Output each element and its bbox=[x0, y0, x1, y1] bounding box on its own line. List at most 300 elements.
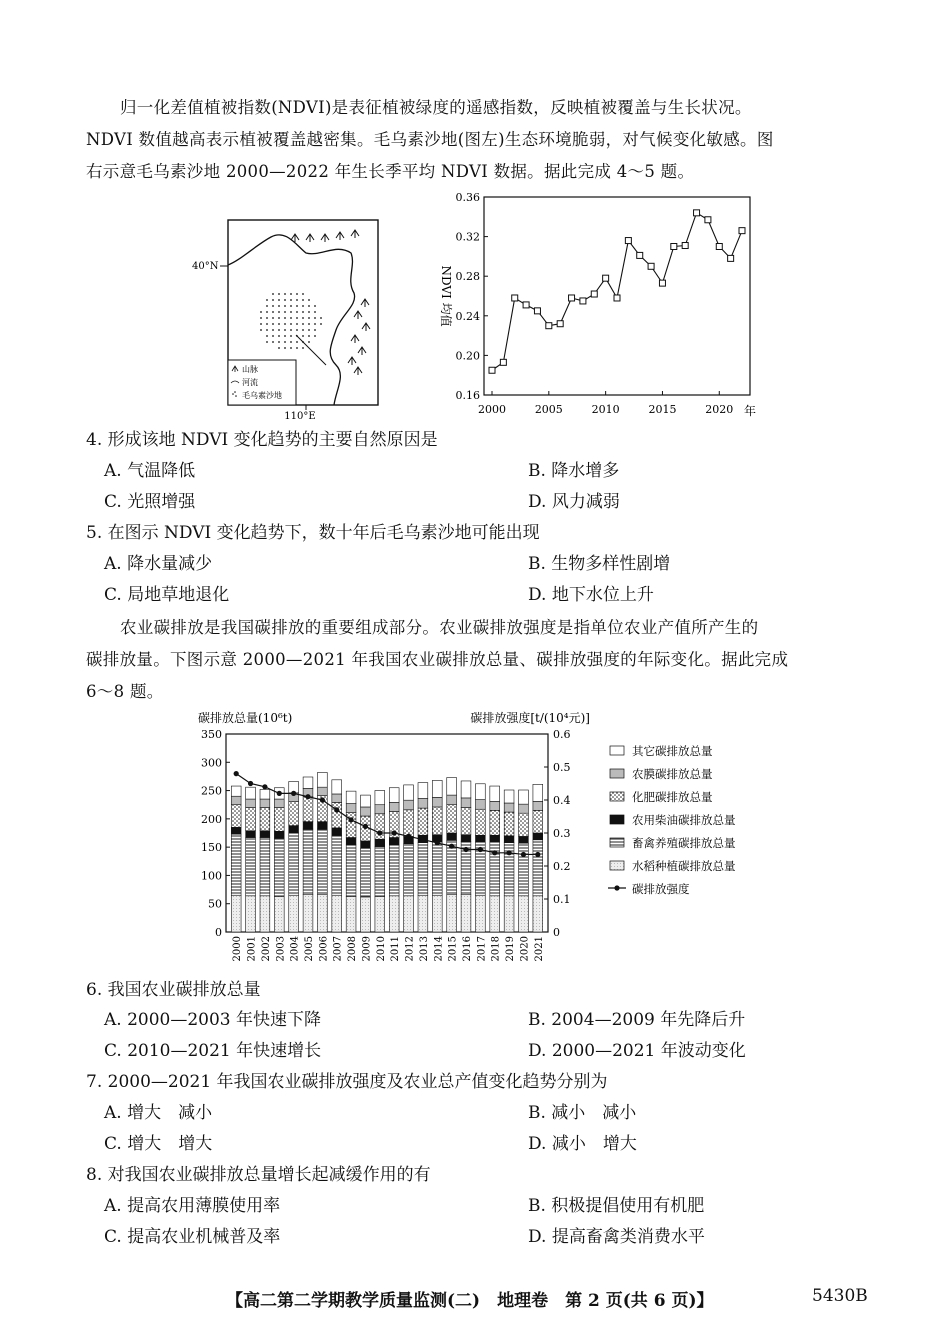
desert-dot bbox=[290, 341, 292, 343]
carbon-bar-segment bbox=[404, 785, 414, 800]
desert-dot bbox=[272, 329, 274, 331]
carbon-x-tick-label: 2001 bbox=[246, 936, 258, 962]
mountain-symbols-top bbox=[291, 230, 359, 242]
ndvi-point bbox=[705, 217, 711, 223]
carbon-bar-segment bbox=[303, 777, 313, 788]
paper-code: 5430B bbox=[812, 1286, 868, 1306]
carbon-bar-segment bbox=[246, 896, 256, 932]
carbon-bar-segment bbox=[375, 805, 385, 814]
desert-dot bbox=[296, 341, 298, 343]
carbon-bar-segment bbox=[432, 780, 442, 797]
desert-dot bbox=[308, 311, 310, 313]
ndvi-point bbox=[523, 302, 529, 308]
desert-dot bbox=[308, 335, 310, 337]
carbon-legend-label: 碳排放强度 bbox=[632, 882, 690, 896]
desert-dot bbox=[272, 323, 274, 325]
carbon-bar-segment bbox=[519, 813, 529, 836]
carbon-bar-segment bbox=[519, 836, 529, 843]
carbon-right-axis-label: 碳排放强度[t/(10⁴元)] bbox=[470, 711, 590, 725]
q5-option-d[interactable]: D. 地下水位上升 bbox=[528, 585, 654, 605]
carbon-x-tick-label: 2006 bbox=[318, 936, 330, 962]
desert-dot bbox=[284, 293, 286, 295]
carbon-legend-label: 水稻种植碳排放总量 bbox=[632, 859, 736, 873]
desert-dot bbox=[266, 299, 268, 301]
carbon-legend-label: 农用柴油碳排放总量 bbox=[632, 813, 736, 827]
desert-dot bbox=[278, 305, 280, 307]
passage-2-line-2: 碳排放量。下图示意 2000—2021 年我国农业碳排放总量、碳排放强度的年际变化。据此完成 bbox=[86, 650, 789, 669]
desert-dot bbox=[278, 317, 280, 319]
desert-dot-pattern bbox=[260, 293, 322, 349]
desert-dot bbox=[290, 305, 292, 307]
desert-dot bbox=[290, 317, 292, 319]
carbon-bar-segment bbox=[260, 799, 270, 807]
desert-legend-icon bbox=[234, 391, 236, 393]
carbon-right-tick-label: 0.4 bbox=[553, 794, 571, 807]
carbon-left-tick-label: 100 bbox=[201, 869, 222, 883]
ndvi-point bbox=[716, 244, 722, 250]
desert-dot bbox=[278, 311, 280, 313]
desert-dot bbox=[260, 329, 262, 331]
carbon-left-tick-label: 350 bbox=[201, 728, 222, 741]
carbon-bar-segment bbox=[317, 772, 327, 787]
desert-dot bbox=[302, 317, 304, 319]
q5-stem: 5. 在图示 NDVI 变化趋势下，数十年后毛乌素沙地可能出现 bbox=[86, 523, 540, 543]
carbon-bar-segment bbox=[274, 896, 284, 932]
desert-dot bbox=[290, 299, 292, 301]
desert-dot bbox=[308, 299, 310, 301]
carbon-left-tick-label: 300 bbox=[201, 756, 222, 770]
desert-dot bbox=[302, 305, 304, 307]
carbon-left-axis-label: 碳排放总量(10⁶t) bbox=[198, 711, 293, 725]
carbon-bar-segment bbox=[346, 804, 356, 813]
carbon-x-tick-label: 2005 bbox=[304, 936, 315, 962]
q7-option-a[interactable]: A. 增大 减小 bbox=[104, 1103, 213, 1123]
carbon-x-tick-label: 2009 bbox=[361, 936, 373, 962]
page-footer: 【高二第二学期教学质量监测(二) 地理卷 第 2 页(共 6 页)】 bbox=[226, 1291, 714, 1311]
carbon-right-tick-label: 0.6 bbox=[553, 728, 571, 741]
desert-dot bbox=[302, 335, 304, 337]
carbon-bar-segment bbox=[432, 842, 442, 895]
desert-dot bbox=[302, 341, 304, 343]
desert-dot bbox=[290, 329, 292, 331]
carbon-bar-segment bbox=[490, 801, 500, 810]
ndvi-point bbox=[489, 367, 495, 373]
desert-dot bbox=[260, 317, 262, 319]
carbon-right-tick-label: 0.3 bbox=[553, 827, 571, 840]
carbon-x-tick-label: 2014 bbox=[433, 936, 445, 962]
ndvi-x-tick-label: 2010 bbox=[591, 403, 620, 416]
carbon-bar-segment bbox=[432, 797, 442, 807]
q8-option-d[interactable]: D. 提高畜禽类消费水平 bbox=[528, 1227, 705, 1247]
carbon-bar-segment bbox=[361, 848, 371, 897]
q6-option-a[interactable]: A. 2000—2003 年快速下降 bbox=[104, 1010, 322, 1030]
desert-dot bbox=[296, 299, 298, 301]
ndvi-point bbox=[739, 228, 745, 234]
carbon-bar-segment bbox=[375, 896, 385, 932]
carbon-bar-segment bbox=[260, 831, 270, 838]
carbon-bar-segment bbox=[346, 813, 356, 838]
desert-dot bbox=[284, 347, 286, 349]
carbon-bar-segment bbox=[260, 838, 270, 896]
carbon-x-tick-label: 2010 bbox=[375, 936, 387, 962]
carbon-left-tick-label: 250 bbox=[201, 784, 222, 798]
carbon-bar-segment bbox=[447, 778, 457, 796]
carbon-bar-segment bbox=[475, 835, 485, 842]
ndvi-y-tick-label: 0.32 bbox=[455, 230, 480, 244]
carbon-bar-segment bbox=[490, 842, 500, 896]
map-legend-river: 河流 bbox=[242, 378, 258, 387]
desert-dot bbox=[284, 329, 286, 331]
carbon-bar-segment bbox=[490, 835, 500, 842]
carbon-intensity-point bbox=[320, 797, 325, 802]
carbon-x-tick-label: 2011 bbox=[390, 936, 402, 962]
desert-dot bbox=[260, 323, 262, 325]
carbon-intensity-point bbox=[262, 784, 267, 789]
carbon-bar-segment bbox=[475, 784, 485, 800]
ndvi-y-tick-label: 0.20 bbox=[455, 349, 480, 363]
carbon-bar-segment bbox=[461, 835, 471, 842]
carbon-intensity-point bbox=[521, 852, 526, 857]
q8-option-c[interactable]: C. 提高农业机械普及率 bbox=[104, 1227, 281, 1247]
ndvi-point bbox=[534, 308, 540, 314]
carbon-bar-segment bbox=[389, 845, 399, 896]
ndvi-point bbox=[512, 295, 518, 301]
carbon-x-tick-label: 2021 bbox=[533, 936, 545, 962]
q7-option-d[interactable]: D. 减小 增大 bbox=[528, 1134, 637, 1154]
q6-option-c[interactable]: C. 2010—2021 年快速增长 bbox=[104, 1041, 322, 1061]
river-line bbox=[296, 335, 326, 365]
carbon-bar-segment bbox=[461, 895, 471, 932]
ndvi-line-chart bbox=[428, 188, 768, 418]
desert-dot bbox=[272, 335, 274, 337]
desert-dot bbox=[266, 341, 268, 343]
desert-dot bbox=[314, 329, 316, 331]
desert-dot bbox=[266, 305, 268, 307]
q7-option-b[interactable]: B. 减小 减小 bbox=[528, 1103, 637, 1123]
carbon-bar-segment bbox=[519, 843, 529, 896]
map-legend-mountain: 山脉 bbox=[242, 365, 258, 374]
desert-dot bbox=[278, 329, 280, 331]
carbon-intensity-point bbox=[334, 807, 339, 812]
carbon-left-tick-label: 200 bbox=[201, 812, 222, 826]
desert-dot bbox=[284, 323, 286, 325]
q4-option-b[interactable]: B. 降水增多 bbox=[528, 461, 620, 481]
q5-option-b[interactable]: B. 生物多样性剧增 bbox=[528, 554, 671, 574]
carbon-bar-segment bbox=[260, 896, 270, 932]
carbon-legend-label: 畜禽养殖碳排放总量 bbox=[632, 836, 736, 850]
carbon-bar-segment bbox=[361, 897, 371, 932]
carbon-legend-swatch bbox=[610, 838, 624, 847]
ndvi-point bbox=[591, 291, 597, 297]
ndvi-y-tick-label: 0.16 bbox=[455, 389, 480, 402]
desert-dot bbox=[296, 335, 298, 337]
carbon-intensity-point bbox=[435, 840, 440, 845]
carbon-bar-segment bbox=[317, 822, 327, 829]
ndvi-point bbox=[659, 280, 665, 286]
desert-dot bbox=[308, 317, 310, 319]
carbon-bar-segment bbox=[274, 799, 284, 807]
desert-dot bbox=[272, 305, 274, 307]
passage-1 bbox=[86, 92, 868, 188]
ndvi-point bbox=[694, 210, 700, 216]
carbon-bar-segment bbox=[504, 896, 514, 932]
q5-option-a[interactable]: A. 降水量减少 bbox=[104, 554, 213, 574]
carbon-bar-segment bbox=[418, 895, 428, 932]
passage-2-line-1: 农业碳排放是我国碳排放的重要组成部分。农业碳排放强度是指单位农业产值所产生的 bbox=[120, 618, 759, 637]
ndvi-y-tick-label: 0.36 bbox=[455, 191, 480, 204]
carbon-bar-segment bbox=[231, 834, 241, 895]
carbon-bar-segment bbox=[533, 784, 543, 801]
carbon-bar-segment bbox=[231, 786, 241, 796]
carbon-bar-segment bbox=[519, 790, 529, 804]
carbon-bar-segment bbox=[504, 790, 514, 803]
carbon-right-tick-label: 0.1 bbox=[553, 893, 571, 906]
carbon-intensity-point bbox=[406, 834, 411, 839]
mountain-symbols-right bbox=[348, 299, 370, 375]
carbon-right-tick-label: 0.2 bbox=[553, 860, 571, 873]
carbon-bar-segment bbox=[274, 808, 284, 832]
carbon-intensity-point bbox=[348, 817, 353, 822]
carbon-x-tick-label: 2018 bbox=[490, 936, 502, 962]
desert-dot bbox=[314, 335, 316, 337]
ndvi-series-line bbox=[492, 213, 742, 370]
carbon-bar-segment bbox=[389, 788, 399, 803]
carbon-x-tick-label: 2008 bbox=[347, 936, 359, 962]
carbon-legend-swatch bbox=[610, 815, 624, 824]
carbon-bar-segment bbox=[389, 838, 399, 845]
desert-dot bbox=[284, 311, 286, 313]
carbon-bar-segment bbox=[461, 808, 471, 835]
desert-dot bbox=[308, 341, 310, 343]
carbon-bar-segment bbox=[490, 810, 500, 835]
desert-dot bbox=[290, 347, 292, 349]
q6-option-d[interactable]: D. 2000—2021 年波动变化 bbox=[528, 1041, 746, 1061]
carbon-bar-segment bbox=[519, 896, 529, 932]
carbon-bar-segment bbox=[260, 808, 270, 831]
desert-dot bbox=[302, 299, 304, 301]
q8-option-a[interactable]: A. 提高农用薄膜使用率 bbox=[104, 1196, 281, 1216]
carbon-bar-segment bbox=[317, 829, 327, 895]
desert-dot bbox=[296, 329, 298, 331]
carbon-emission-chart bbox=[190, 706, 770, 974]
carbon-bar-segment bbox=[260, 789, 270, 799]
passage-1-line-1: 归一化差值植被指数(NDVI)是表征植被绿度的遥感指数，反映植被覆盖与生长状况。 bbox=[120, 98, 752, 117]
carbon-bar-segment bbox=[246, 799, 256, 807]
q4-option-c[interactable]: C. 光照增强 bbox=[104, 492, 196, 512]
desert-dot bbox=[278, 341, 280, 343]
carbon-intensity-point bbox=[492, 850, 497, 855]
carbon-bar-segment bbox=[447, 805, 457, 833]
carbon-bar-segment bbox=[418, 798, 428, 808]
desert-dot bbox=[302, 311, 304, 313]
ndvi-point bbox=[569, 295, 575, 301]
q4-option-a[interactable]: A. 气温降低 bbox=[104, 461, 196, 481]
desert-dot bbox=[266, 335, 268, 337]
q4-option-d[interactable]: D. 风力减弱 bbox=[528, 492, 620, 512]
desert-dot bbox=[302, 293, 304, 295]
carbon-bar-segment bbox=[274, 838, 284, 896]
ndvi-x-tick-label: 2015 bbox=[648, 403, 677, 416]
carbon-bar-segment bbox=[346, 845, 356, 896]
carbon-bar-segment bbox=[404, 896, 414, 932]
desert-dot bbox=[266, 323, 268, 325]
desert-dot bbox=[272, 311, 274, 313]
carbon-bar-segment bbox=[447, 833, 457, 840]
desert-dot bbox=[266, 311, 268, 313]
carbon-bar-segment bbox=[332, 835, 342, 895]
carbon-bar-segment bbox=[361, 841, 371, 848]
desert-dot bbox=[290, 335, 292, 337]
desert-dot bbox=[308, 323, 310, 325]
carbon-intensity-point bbox=[392, 830, 397, 835]
ndvi-y-tick-label: 0.28 bbox=[455, 270, 480, 284]
carbon-bar-segment bbox=[361, 807, 371, 816]
desert-dot bbox=[278, 323, 280, 325]
desert-dot bbox=[284, 341, 286, 343]
ndvi-point bbox=[625, 238, 631, 244]
carbon-bar-segment bbox=[246, 831, 256, 838]
carbon-x-tick-label: 2015 bbox=[447, 936, 459, 962]
ndvi-point bbox=[648, 263, 654, 269]
desert-dot bbox=[290, 293, 292, 295]
carbon-bar-segment bbox=[519, 804, 529, 813]
carbon-bar-segment bbox=[346, 838, 356, 845]
carbon-bar-segment bbox=[447, 895, 457, 932]
desert-dot bbox=[266, 317, 268, 319]
carbon-x-tick-label: 2017 bbox=[476, 936, 488, 962]
desert-dot bbox=[266, 329, 268, 331]
carbon-right-tick-label: 0 bbox=[553, 926, 560, 939]
carbon-bar-segment bbox=[533, 810, 543, 833]
carbon-bar-segment bbox=[246, 787, 256, 799]
desert-dot bbox=[308, 305, 310, 307]
q5-option-c[interactable]: C. 局地草地退化 bbox=[104, 585, 230, 605]
carbon-legend-label: 其它碳排放总量 bbox=[632, 744, 713, 758]
longitude-label: 110°E bbox=[284, 411, 316, 422]
carbon-intensity-point bbox=[463, 847, 468, 852]
desert-dot bbox=[314, 311, 316, 313]
desert-dot bbox=[290, 311, 292, 313]
carbon-bar-segment bbox=[303, 829, 313, 895]
carbon-x-tick-label: 2020 bbox=[519, 936, 531, 962]
desert-dot bbox=[314, 305, 316, 307]
latitude-label: 40°N bbox=[192, 261, 219, 272]
carbon-x-tick-label: 2007 bbox=[332, 936, 344, 962]
ndvi-y-axis-label: NDVI 均值 bbox=[439, 265, 453, 327]
carbon-bar-segment bbox=[289, 801, 299, 825]
desert-dot bbox=[290, 323, 292, 325]
carbon-x-tick-label: 2016 bbox=[462, 936, 473, 962]
carbon-intensity-point bbox=[449, 844, 454, 849]
carbon-intensity-point bbox=[506, 850, 511, 855]
desert-dot bbox=[278, 293, 280, 295]
desert-dot bbox=[320, 317, 322, 319]
carbon-legend-swatch bbox=[610, 746, 624, 755]
carbon-bar-segment bbox=[404, 800, 414, 810]
carbon-bar-segment bbox=[418, 808, 428, 835]
desert-dot bbox=[272, 299, 274, 301]
q6-option-b[interactable]: B. 2004—2009 年先降后升 bbox=[528, 1010, 746, 1030]
ndvi-point bbox=[557, 321, 563, 327]
carbon-bar-segment bbox=[432, 895, 442, 932]
ndvi-year-unit: 年 bbox=[744, 404, 757, 418]
desert-dot bbox=[320, 323, 322, 325]
carbon-intensity-point bbox=[248, 781, 253, 786]
carbon-intensity-point bbox=[420, 837, 425, 842]
carbon-right-tick-label: 0.5 bbox=[553, 761, 571, 774]
carbon-bar-segment bbox=[475, 800, 485, 810]
desert-dot bbox=[278, 299, 280, 301]
passage-2 bbox=[86, 612, 868, 708]
desert-dot bbox=[314, 323, 316, 325]
carbon-bar-segment bbox=[447, 795, 457, 805]
carbon-bar-segment bbox=[533, 896, 543, 932]
carbon-bar-segment bbox=[375, 791, 385, 805]
carbon-bar-segment bbox=[246, 838, 256, 896]
ndvi-y-tick-label: 0.24 bbox=[455, 309, 480, 323]
carbon-bar-segment bbox=[289, 826, 299, 833]
ndvi-x-tick-label: 2000 bbox=[478, 403, 506, 416]
q8-stem: 8. 对我国农业碳排放总量增长起减缓作用的有 bbox=[86, 1165, 431, 1185]
carbon-legend-label: 农膜碳排放总量 bbox=[632, 767, 713, 781]
carbon-bar-segment bbox=[346, 791, 356, 803]
ndvi-point bbox=[682, 243, 688, 249]
carbon-bar-segment bbox=[332, 802, 342, 827]
desert-dot bbox=[308, 329, 310, 331]
desert-dot bbox=[284, 335, 286, 337]
ndvi-point bbox=[728, 255, 734, 261]
carbon-left-tick-label: 150 bbox=[201, 841, 222, 855]
carbon-intensity-point bbox=[234, 771, 239, 776]
q7-option-c[interactable]: C. 增大 增大 bbox=[104, 1134, 213, 1154]
desert-dot bbox=[272, 293, 274, 295]
carbon-bar-segment bbox=[289, 895, 299, 932]
carbon-bar-segment bbox=[475, 895, 485, 932]
desert-map bbox=[186, 205, 396, 425]
carbon-intensity-point bbox=[363, 824, 368, 829]
desert-dot bbox=[272, 341, 274, 343]
passage-1-line-2: NDVI 数值越高表示植被覆盖越密集。毛乌素沙地(图左)生态环境脆弱，对气候变化敏感。图 bbox=[86, 130, 774, 149]
map-legend-desert: 毛乌素沙地 bbox=[242, 391, 282, 400]
carbon-bar-segment bbox=[461, 781, 471, 798]
carbon-legend-swatch bbox=[610, 769, 624, 778]
carbon-bar-segment bbox=[375, 839, 385, 846]
carbon-intensity-point bbox=[377, 830, 382, 835]
carbon-left-tick-label: 0 bbox=[215, 926, 222, 939]
carbon-x-tick-label: 2003 bbox=[275, 936, 287, 962]
desert-dot bbox=[284, 317, 286, 319]
carbon-bar-segment bbox=[231, 805, 241, 828]
carbon-bar-segment bbox=[231, 827, 241, 834]
desert-dot bbox=[296, 305, 298, 307]
carbon-bar-segment bbox=[231, 796, 241, 804]
desert-dot bbox=[302, 329, 304, 331]
carbon-x-tick-label: 2000 bbox=[232, 936, 244, 962]
carbon-bar-segment bbox=[332, 895, 342, 932]
carbon-bar-segment bbox=[289, 833, 299, 895]
ndvi-x-tick-label: 2005 bbox=[534, 403, 563, 416]
carbon-x-tick-label: 2004 bbox=[289, 936, 301, 962]
carbon-intensity-point bbox=[478, 847, 483, 852]
q8-option-b[interactable]: B. 积极提倡使用有机肥 bbox=[528, 1196, 705, 1216]
carbon-bar-segment bbox=[274, 831, 284, 838]
carbon-bar-segment bbox=[533, 833, 543, 840]
carbon-bar-segment bbox=[332, 794, 342, 802]
ndvi-point bbox=[671, 244, 677, 250]
carbon-bar-segment bbox=[504, 836, 514, 843]
carbon-x-tick-label: 2019 bbox=[505, 936, 517, 962]
carbon-x-tick-label: 2012 bbox=[404, 936, 416, 962]
